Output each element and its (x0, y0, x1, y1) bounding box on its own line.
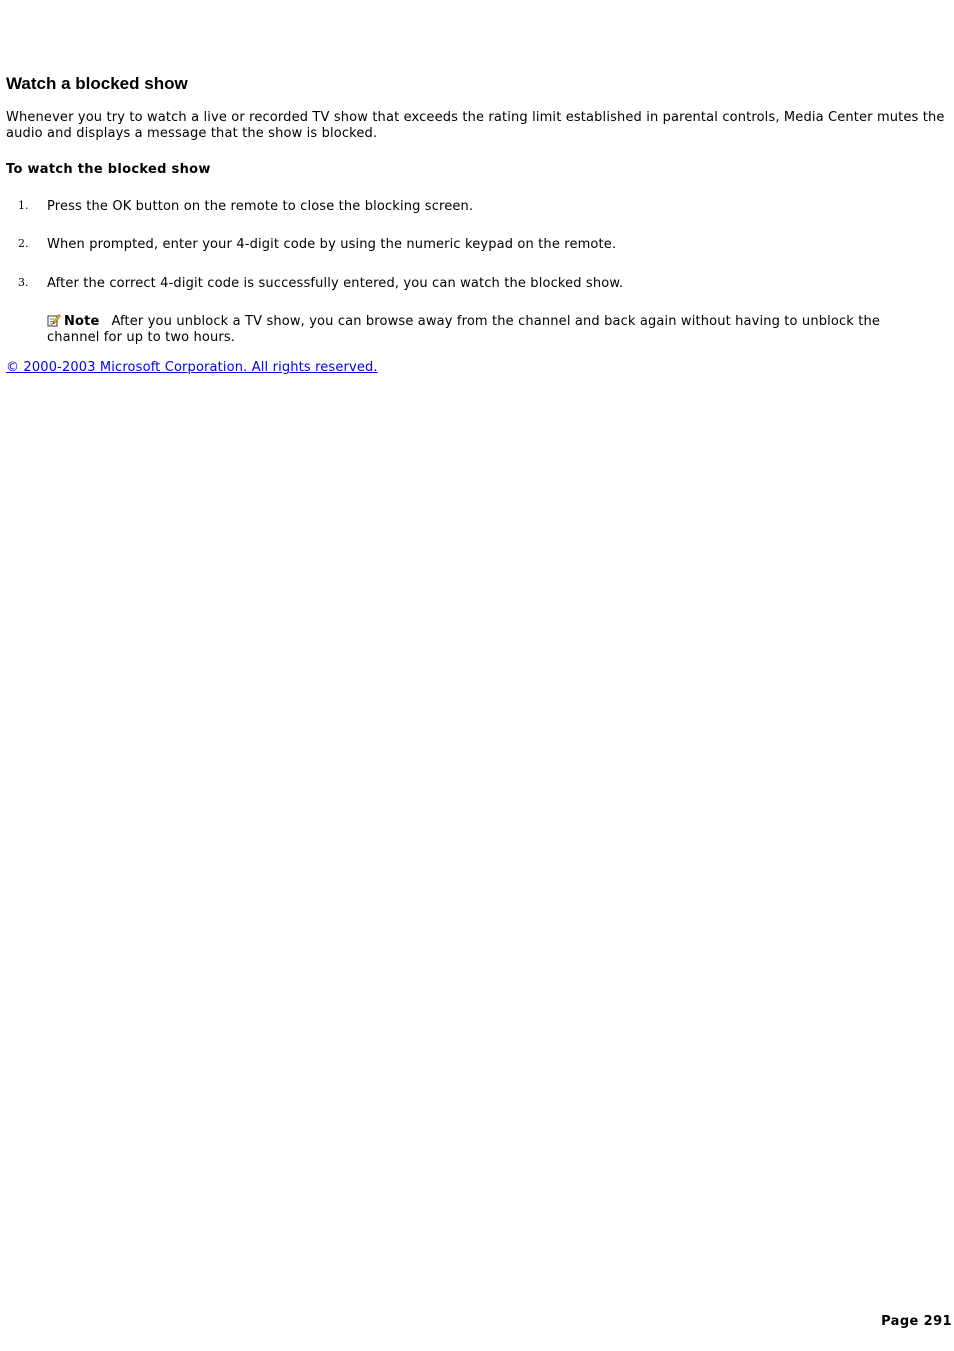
step-2 (6, 237, 948, 255)
page-number: Page 291 (881, 1314, 952, 1329)
note-callout (47, 313, 927, 346)
step-number: 1. (18, 199, 29, 212)
step-text: Press the OK button on the remote to close the blocking screen. (47, 199, 474, 214)
note-label: Note (64, 314, 100, 329)
procedure-heading: To watch the blocked show (6, 162, 211, 177)
step-text: After the correct 4-digit code is successfully entered, you can watch the blocked show. (47, 276, 624, 291)
note-text: After you unblock a TV show, you can browse away from the channel and back again without having to unblock the channel for up to two hours. (47, 314, 881, 345)
note-pencil-icon (47, 313, 61, 327)
step-number: 3. (18, 276, 29, 289)
intro-paragraph: Whenever you try to watch a live or recorded TV show that exceeds the rating limit established in parental controls, Media Center mutes the audio and displays a message that the show is blocked. (6, 110, 945, 141)
step-1 (6, 199, 948, 217)
step-text: When prompted, enter your 4-digit code by using the numeric keypad on the remote. (47, 237, 617, 252)
copyright-link[interactable]: © 2000-2003 Microsoft Corporation. All rights reserved. (6, 360, 378, 375)
step-3 (6, 276, 948, 294)
step-number: 2. (18, 237, 29, 250)
page-title: Watch a blocked show (6, 74, 188, 93)
